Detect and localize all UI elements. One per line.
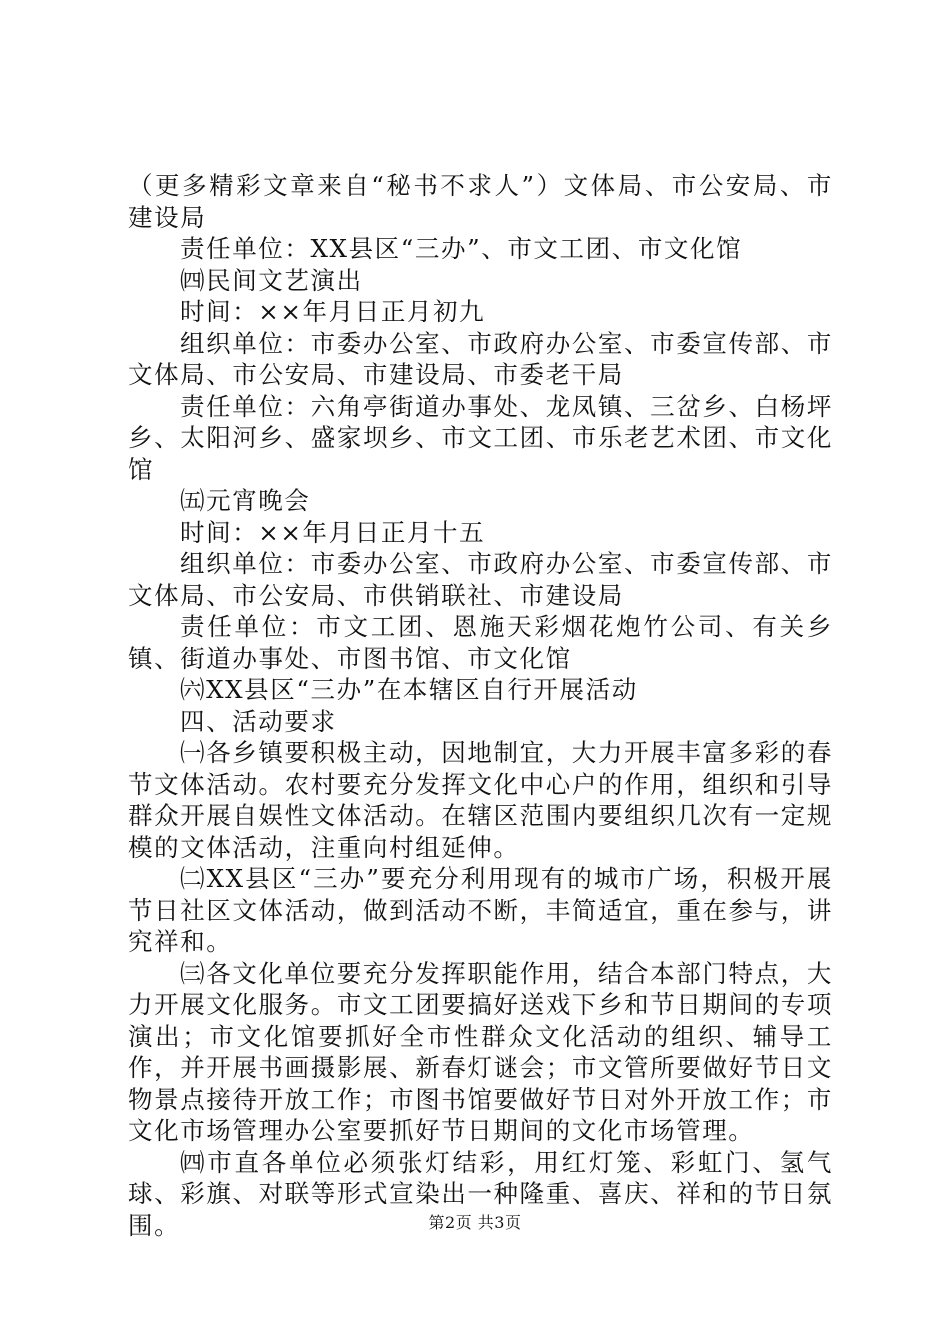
paragraph-responsible-unit-3: 责任单位：XX县区“三办”、市文工团、市文化馆 [180, 234, 743, 263]
paragraph-continuation: （更多精彩文章来自“秘书不求人”）文体局、市公安局、市建设局 [128, 171, 833, 232]
requirement-item-3: ㈢各文化单位要充分发挥职能作用，结合本部门特点，大力开展文化服务。市文工团要搞好送戏下乡和节日期间的专项演出；市文化馆要抓好全市性群众文化活动的组织、辅导工作，并开展书画摄影展、新春灯谜会；市文管所要做好节日文物景点接待开放工作；市图书馆要做好节日对外开放工作；市文化市场管理办公室要抓好节日期间的文化市场管理。 [128, 958, 833, 1145]
requirement-item-4: ㈣市直各单位必须张灯结彩，用红灯笼、彩虹门、氢气球、彩旗、对联等形式宣染出一种隆重、喜庆、祥和的节日氛围。 [128, 1147, 833, 1240]
requirement-item-1: ㈠各乡镇要积极主动，因地制宜，大力开展丰富多彩的春节文体活动。农村要充分发挥文化中心户的作用，组织和引导群众开展自娱性文体活动。在辖区范围内要组织几次有一定规模的文体活动，注重向村组延伸。 [128, 738, 833, 862]
paragraph-responsible-unit-5: 责任单位：市文工团、恩施天彩烟花炮竹公司、有关乡镇、街道办事处、市图书馆、市文化馆 [128, 612, 833, 673]
paragraph-time-5: 时间：××年月日正月十五 [180, 517, 486, 547]
document-body [128, 170, 833, 1241]
section-heading-lantern-gala: ㈤元宵晚会 [180, 486, 311, 515]
section-heading-folk-performance: ㈣民间文艺演出 [180, 265, 363, 295]
section-heading-requirements: 四、活动要求 [180, 706, 337, 736]
paragraph-time-4: 时间：××年月日正月初九 [180, 297, 486, 326]
paragraph-responsible-unit-4: 责任单位：六角亭街道办事处、龙凤镇、三岔乡、白杨坪乡、太阳河乡、盛家坝乡、市文工团、市乐老艺术团、市文化馆 [128, 391, 833, 484]
section-heading-local-activities: ㈥XX县区“三办”在本辖区自行开展活动 [180, 675, 638, 704]
paragraph-organizer-4: 组织单位：市委办公室、市政府办公室、市委宣传部、市文体局、市公安局、市建设局、市委老干局 [128, 328, 833, 389]
requirement-item-2: ㈡XX县区“三办”要充分利用现有的城市广场，积极开展节日社区文体活动，做到活动不断，丰简适宜，重在参与，讲究祥和。 [128, 864, 833, 956]
page-number-footer: 第2页 共3页 [428, 1213, 522, 1232]
paragraph-organizer-5: 组织单位：市委办公室、市政府办公室、市委宣传部、市文体局、市公安局、市供销联社、市建设局 [128, 549, 833, 610]
